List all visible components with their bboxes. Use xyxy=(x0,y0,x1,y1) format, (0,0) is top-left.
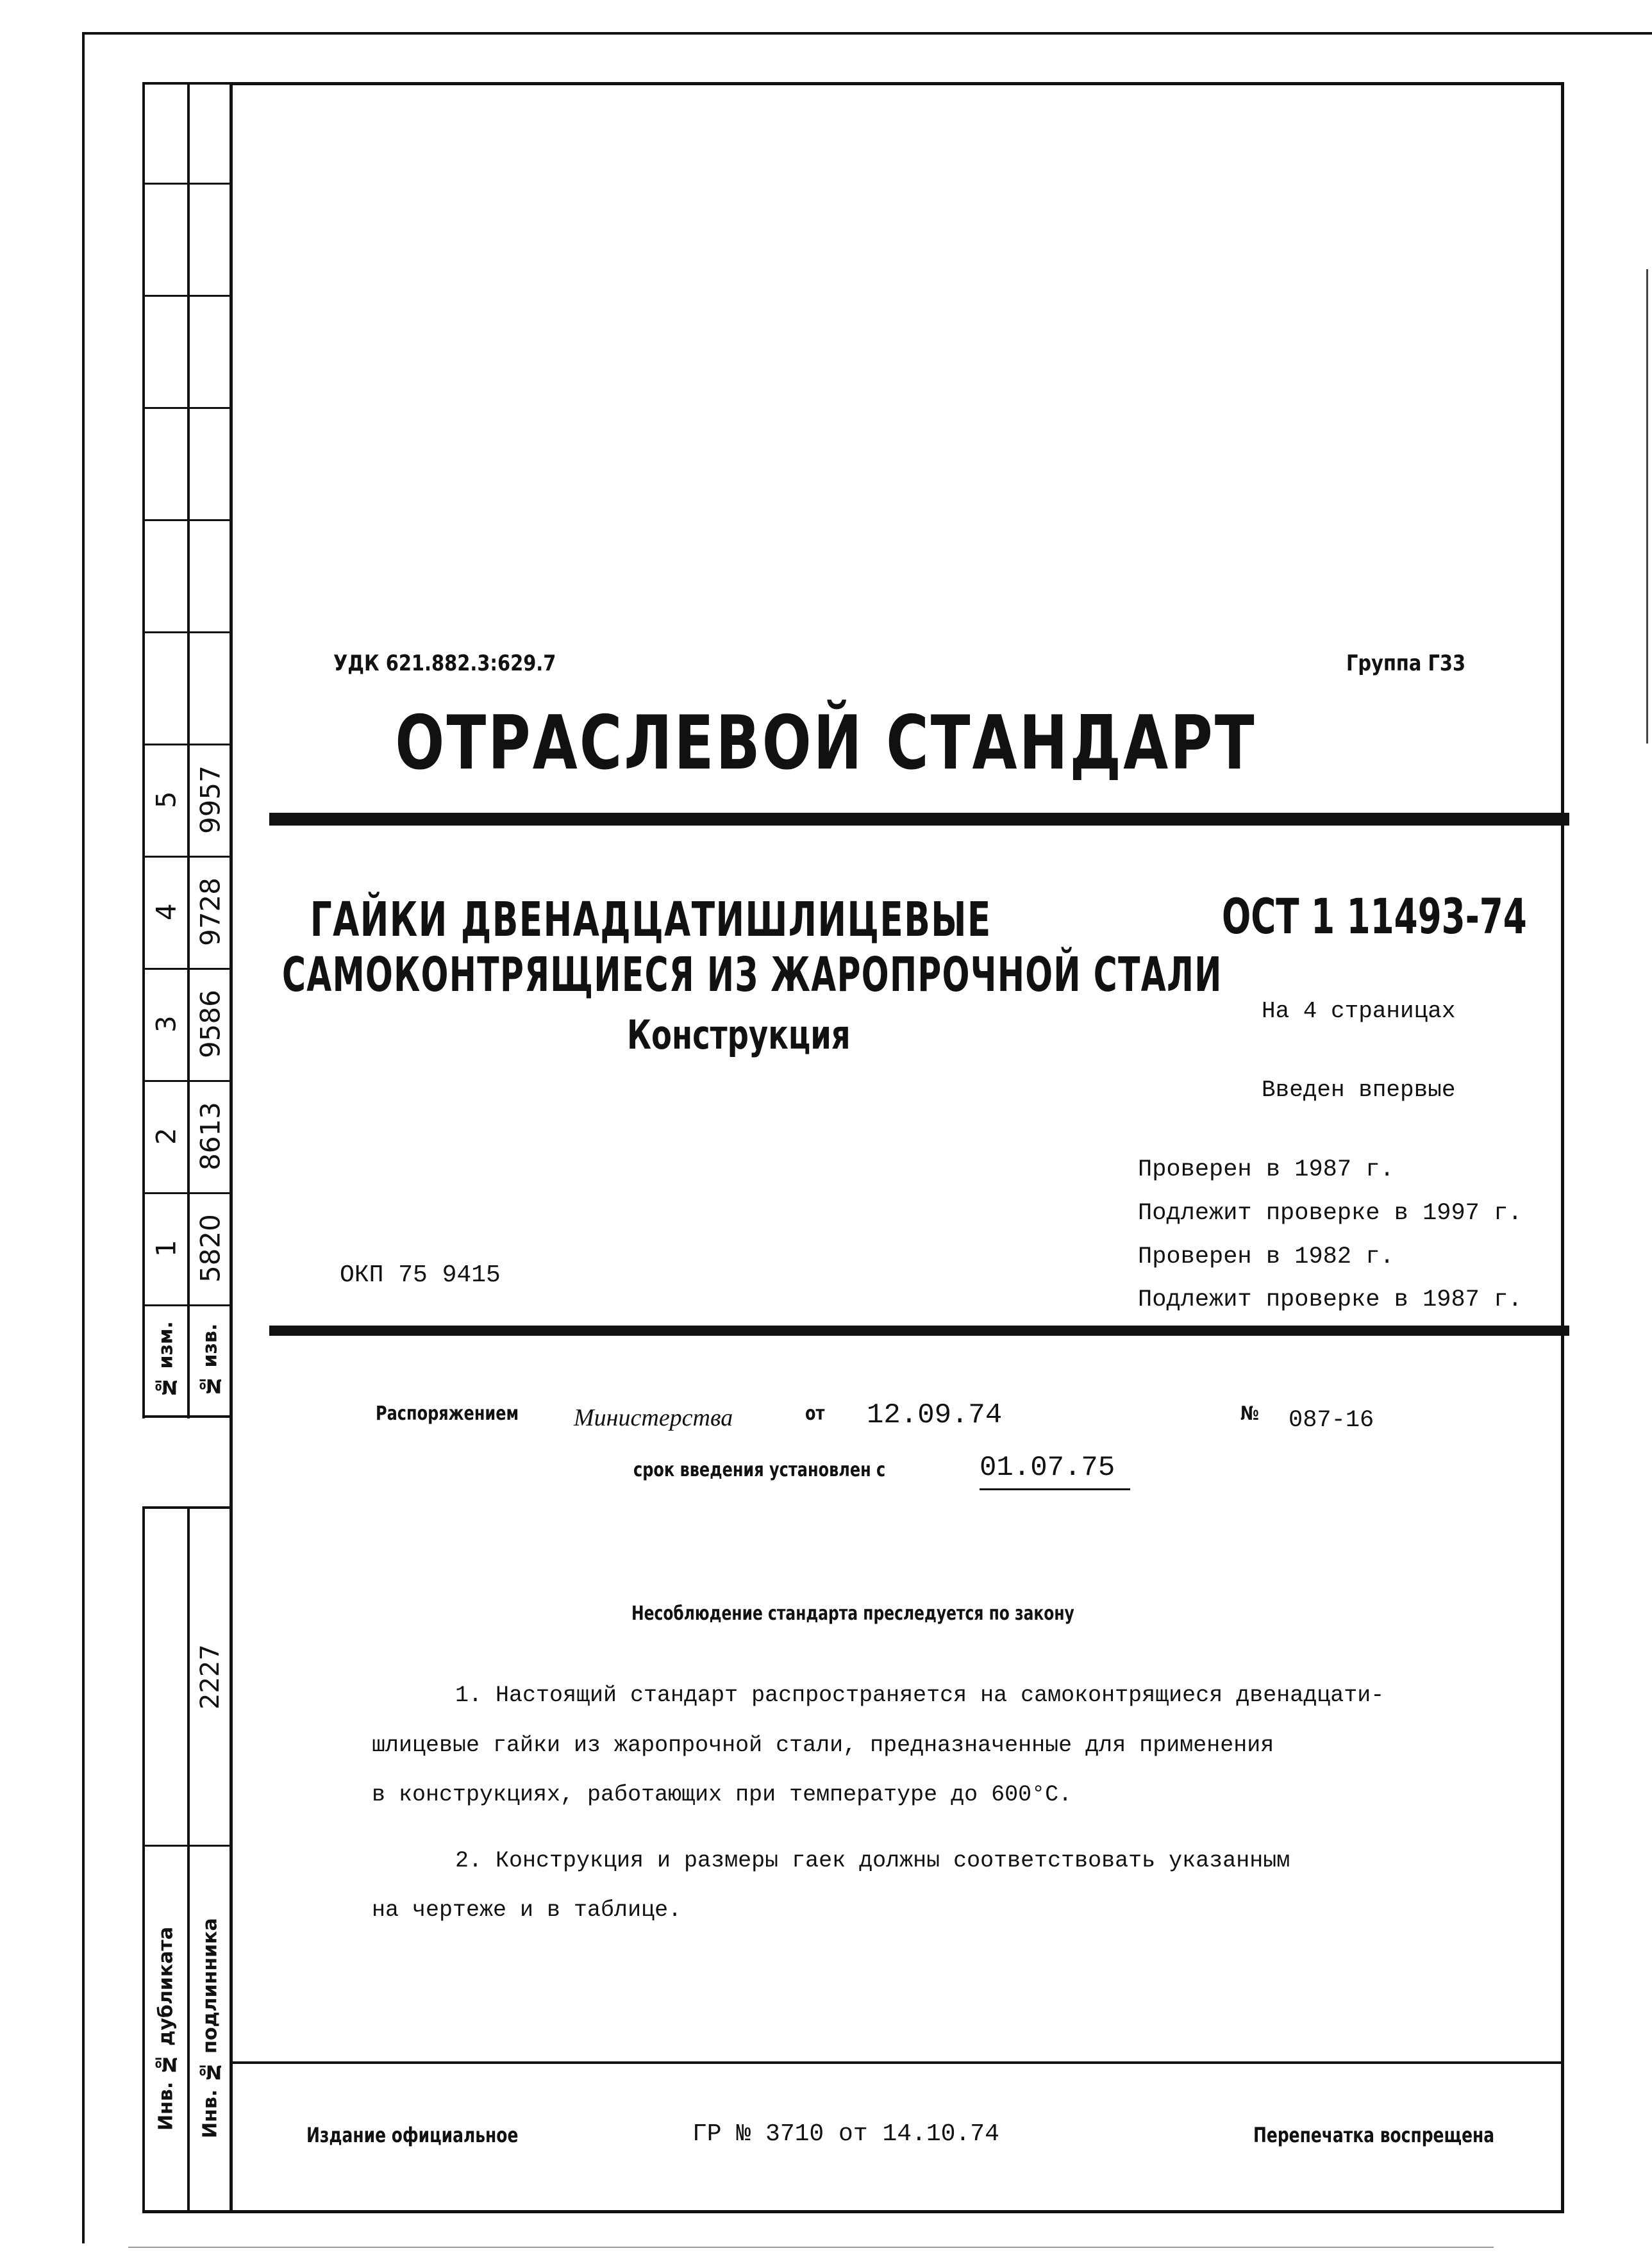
order-date: 12.09.74 xyxy=(867,1399,1003,1431)
order-number-sign: № xyxy=(1240,1402,1259,1425)
group-code: Группа Г33 xyxy=(1346,651,1466,676)
reprint-note: Перепечатка воспрещена xyxy=(1253,2123,1495,2147)
notice-number: 5820 xyxy=(194,1214,226,1283)
change-number: 1 xyxy=(150,1240,182,1257)
standard-code: ОСТ 1 11493-74 xyxy=(1222,888,1527,945)
change-number: 2 xyxy=(150,1127,182,1145)
check-line: Подлежит проверке в 1987 г. xyxy=(1138,1286,1523,1313)
order-label: Распоряжением xyxy=(376,1402,519,1425)
notice-number: 9586 xyxy=(194,990,226,1058)
udk-code: УДК 621.882.3:629.7 xyxy=(333,651,556,676)
deadline-underline xyxy=(980,1488,1130,1490)
paragraph-1-line: 1. Настоящий стандарт распространяется на самоконтрящиеся двенадцати- xyxy=(455,1683,1385,1708)
notice-number: 9728 xyxy=(194,877,226,946)
notice-number: 8613 xyxy=(194,1102,226,1170)
scan-bottom-line xyxy=(128,2247,1494,2248)
page-title-wrap xyxy=(0,700,1652,786)
change-number: 4 xyxy=(150,903,182,920)
notice-number: 9957 xyxy=(194,765,226,834)
inventory-original-label: Инв. № подлинника xyxy=(199,1918,222,2139)
inventory-duplicate-label: Инв. № дубликата xyxy=(154,1926,178,2131)
standard-subtitle: Конструкция xyxy=(627,1011,851,1058)
pages-count: На 4 страницах xyxy=(1262,998,1456,1024)
paragraph-1-line: в конструкциях, работающих при температуре до 600°С. xyxy=(372,1782,1072,1808)
paragraph-1-line: шлицевые гайки из жаропрочной стали, предназначенные для применения xyxy=(372,1733,1274,1758)
order-number: 087-16 xyxy=(1289,1407,1374,1434)
standard-name-line2: САМОКОНТРЯЩИЕСЯ ИЗ ЖАРОПРОЧНОЙ СТАЛИ xyxy=(282,947,1222,1002)
change-column-header: № изм. xyxy=(154,1321,178,1399)
paragraph-2-line: на чертеже и в таблице. xyxy=(372,1897,682,1923)
notice-column-header: № изв. xyxy=(199,1323,222,1397)
standard-rule xyxy=(269,1326,1569,1336)
edition-note: Издание официальное xyxy=(306,2123,519,2147)
page-title: ОТРАСЛЕВОЙ СТАНДАРТ xyxy=(395,700,1257,786)
title-rule xyxy=(269,813,1569,826)
deadline-date: 01.07.75 xyxy=(980,1452,1115,1484)
change-number: 3 xyxy=(150,1015,182,1033)
check-line: Проверен в 1987 г. xyxy=(1138,1156,1394,1183)
legal-warning: Несоблюдение стандарта преследуется по закону xyxy=(631,1602,1074,1625)
order-from: от xyxy=(805,1402,825,1425)
introduced-note: Введен впервые xyxy=(1262,1077,1456,1103)
check-line: Подлежит проверке в 1997 г. xyxy=(1138,1200,1523,1227)
inventory-original-number: 2227 xyxy=(196,1644,225,1709)
paragraph-2-line: 2. Конструкция и размеры гаек должны соответствовать указанным xyxy=(455,1848,1290,1874)
ministry-text: Министерства xyxy=(574,1404,733,1431)
deadline-label: срок введения установлен с xyxy=(633,1459,886,1481)
standard-name-line1: ГАЙКИ ДВЕНАДЦАТИШЛИЦЕВЫЕ xyxy=(310,892,992,947)
scan-edge-mark xyxy=(1646,269,1648,744)
okp-code: ОКП 75 9415 xyxy=(340,1261,501,1289)
check-line: Проверен в 1982 г. xyxy=(1138,1243,1394,1270)
registration-note: ГР № 3710 от 14.10.74 xyxy=(692,2120,999,2148)
change-number: 5 xyxy=(150,791,182,808)
